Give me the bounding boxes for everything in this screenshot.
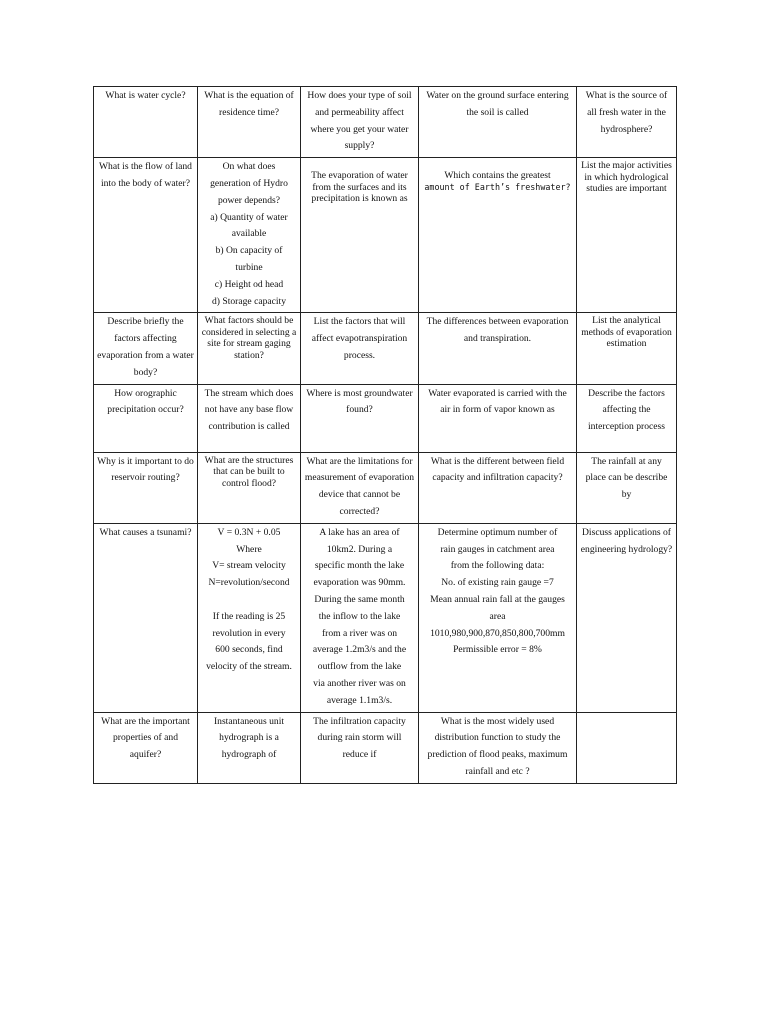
- cell-line: outflow from the lake: [317, 661, 402, 673]
- cell-line: Where: [236, 543, 262, 555]
- table-row: [94, 384, 677, 452]
- cell-line: 10km2. During a: [326, 543, 393, 555]
- table-cell: [419, 158, 577, 313]
- table-cell: Describe the factors affecting the interception process: [577, 384, 677, 452]
- table-cell: List the major activities in which hydrological studies are important: [577, 158, 677, 313]
- table-cell: How does your type of soil and permeability affect where you get your water supply?: [301, 87, 419, 158]
- table-cell: [301, 523, 419, 712]
- table-cell: What factors should be considered in selecting a site for stream gaging station?: [198, 313, 301, 384]
- cell-line: N=revolution/second: [208, 577, 290, 589]
- cell-line: from a river was on: [321, 627, 398, 639]
- table-cell: [198, 158, 301, 313]
- cell-line: revolution in every: [212, 627, 286, 639]
- table-cell: [419, 523, 577, 712]
- table-cell: What are the structures that can be built to control flood?: [198, 452, 301, 523]
- cell-line: the inflow to the lake: [318, 610, 401, 622]
- cell-line: 1010,980,900,870,850,800,700mm: [430, 627, 565, 639]
- cell-gap: [201, 592, 297, 609]
- table-cell: What is the equation of residence time?: [198, 87, 301, 158]
- cell-line: b) On capacity of: [215, 245, 283, 257]
- table-cell: What is the most widely used distribution function to study the prediction of flood peaks, maximum rainfall and etc ?: [419, 712, 577, 783]
- table-cell: List the factors that will affect evapotranspiration process.: [301, 313, 419, 384]
- cell-line: On what does: [222, 161, 276, 173]
- cell-line: a) Quantity of water: [210, 211, 288, 223]
- cell-line: specific month the lake: [314, 560, 405, 572]
- cell-text: The evaporation of water from the surfaces and its precipitation is known as: [311, 170, 408, 205]
- table-cell: List the analytical methods of evaporation estimation: [577, 313, 677, 384]
- cell-line: 600 seconds, find: [215, 644, 283, 656]
- table-cell: Where is most groundwater found?: [301, 384, 419, 452]
- cell-line: Which contains the greatest: [444, 170, 551, 182]
- table-cell: What is the flow of land into the body of water?: [94, 158, 198, 313]
- table-cell: Instantaneous unit hydrograph is a hydrograph of: [198, 712, 301, 783]
- cell-line: area: [489, 610, 506, 622]
- table-cell: What is water cycle?: [94, 87, 198, 158]
- table-row: [94, 523, 677, 712]
- table-cell: What causes a tsunami?: [94, 523, 198, 712]
- cell-line: d) Storage capacity: [211, 295, 287, 307]
- cell-line: Mean annual rain fall at the gauges: [430, 593, 565, 605]
- table-cell: The rainfall at any place can be describe by: [577, 452, 677, 523]
- cell-line: amount of Earth’s freshwater?: [424, 181, 571, 192]
- table-cell: [301, 158, 419, 313]
- question-table: [93, 86, 677, 784]
- cell-line: velocity of the stream.: [206, 661, 292, 673]
- table-cell: The stream which does not have any base flow contribution is called: [198, 384, 301, 452]
- table-row: [94, 87, 677, 158]
- cell-line: evaporation was 90mm.: [313, 577, 406, 589]
- table-row: [94, 452, 677, 523]
- cell-line: from the following data:: [450, 560, 545, 572]
- cell-line: V = 0.3N + 0.05: [217, 526, 281, 538]
- cell-line: Determine optimum number of: [437, 526, 558, 538]
- table-cell: Water on the ground surface entering the soil is called: [419, 87, 577, 158]
- cell-line: average 1.2m3/s and the: [312, 644, 407, 656]
- table-cell: Water evaporated is carried with the air in form of vapor known as: [419, 384, 577, 452]
- table-cell: Discuss applications of engineering hydrology?: [577, 523, 677, 712]
- table-row: [94, 712, 677, 783]
- table-cell: What is the source of all fresh water in the hydrosphere?: [577, 87, 677, 158]
- table-row: [94, 158, 677, 313]
- cell-line: power depends?: [217, 194, 281, 206]
- cell-line: During the same month: [314, 593, 405, 605]
- cell-line: No. of existing rain gauge =7: [441, 577, 554, 589]
- table-cell: The infiltration capacity during rain storm will reduce if: [301, 712, 419, 783]
- cell-line: If the reading is 25: [212, 610, 286, 622]
- cell-line: turbine: [235, 261, 263, 273]
- table-cell: What are the important properties of and aquifer?: [94, 712, 198, 783]
- cell-line: rain gauges in catchment area: [440, 543, 555, 555]
- cell-line: available: [231, 228, 267, 240]
- table-cell: Describe briefly the factors affecting evaporation from a water body?: [94, 313, 198, 384]
- cell-line: generation of Hydro: [210, 177, 288, 189]
- table-cell: [198, 523, 301, 712]
- table-row: [94, 313, 677, 384]
- cell-line: Permissible error = 8%: [453, 644, 542, 656]
- cell-line: V= stream velocity: [212, 560, 286, 572]
- table-cell: What are the limitations for measurement of evaporation device that cannot be corrected?: [301, 452, 419, 523]
- cell-line: via another river was on: [313, 677, 406, 689]
- cell-line: c) Height od head: [214, 278, 284, 290]
- table-cell: The differences between evaporation and transpiration.: [419, 313, 577, 384]
- table-cell: What is the different between field capacity and infiltration capacity?: [419, 452, 577, 523]
- cell-line: average 1.1m3/s.: [326, 694, 393, 706]
- cell-line: A lake has an area of: [319, 526, 400, 538]
- table-cell: Why is it important to do reservoir routing?: [94, 452, 198, 523]
- table-cell: How orographic precipitation occur?: [94, 384, 198, 452]
- table-cell: [577, 712, 677, 783]
